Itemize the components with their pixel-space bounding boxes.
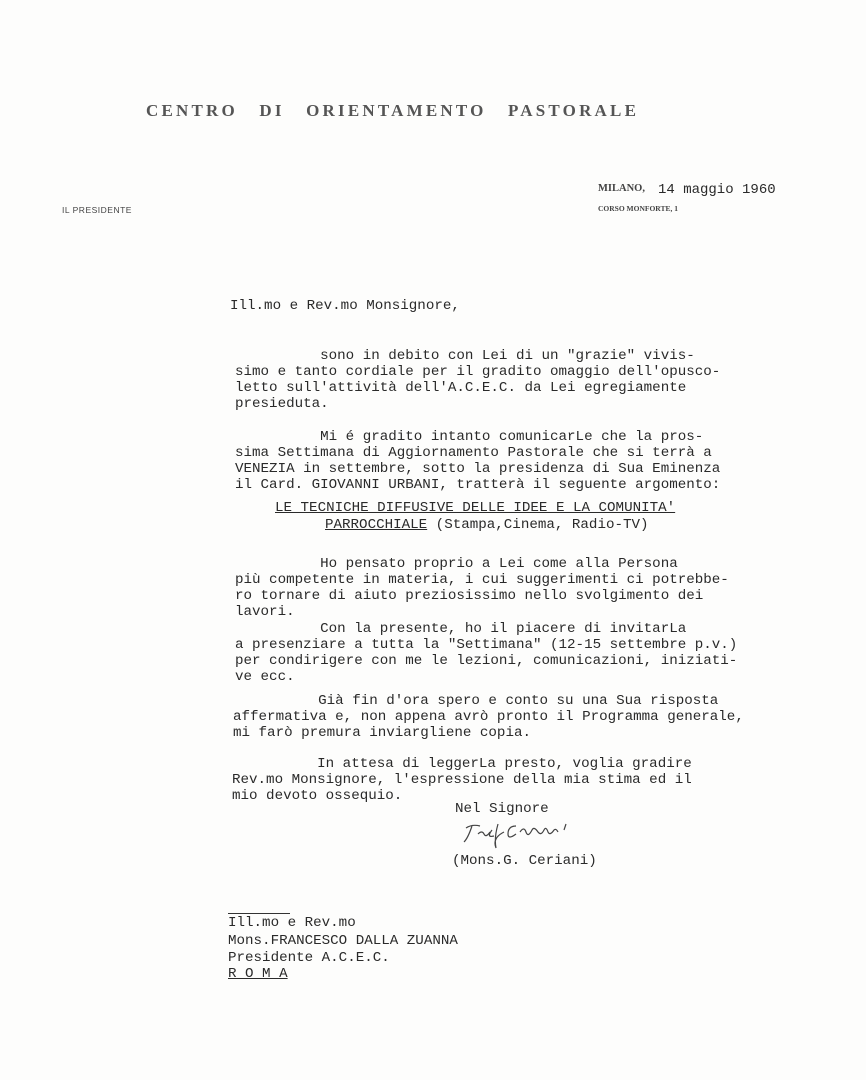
paragraph-3-line: ro tornare di aiuto preziosissimo nello svolgimento dei <box>235 588 704 604</box>
paragraph-1-line: simo e tanto cordiale per il gradito omaggio dell'opusco- <box>235 364 721 380</box>
letterhead-city: MILANO, <box>598 183 645 194</box>
paragraph-4-line: ve ecc. <box>235 669 295 685</box>
paragraph-3-line: più competente in materia, i cui suggerimenti ci potrebbe- <box>235 572 729 588</box>
paragraph-3-line: lavori. <box>235 604 295 620</box>
paragraph-1-line: letto sull'attività dell'A.C.E.C. da Lei egregiamente <box>235 380 687 396</box>
subject-media: (Stampa,Cinema, Radio-TV) <box>427 517 649 533</box>
paragraph-2-line: sima Settimana di Aggiornamento Pastorale che si terrà a <box>235 445 712 461</box>
paragraph-5-line: affermativa e, non appena avrò pronto il Programma generale, <box>233 709 744 725</box>
letter-date: 14 maggio 1960 <box>658 182 776 198</box>
paragraph-4-line: per condirigere con me le lezioni, comunicazioni, iniziati- <box>235 653 738 669</box>
addressee-line: Presidente A.C.E.C. <box>228 950 390 966</box>
paragraph-6-line: Rev.mo Monsignore, l'espressione della mia stima ed il <box>232 772 692 788</box>
subject-line-2 <box>325 517 649 533</box>
paragraph-1-line: presieduta. <box>235 396 329 412</box>
addressee-line: Mons.FRANCESCO DALLA ZUANNA <box>228 933 458 949</box>
paragraph-2-line: Mi é gradito intanto comunicarLe che la pros- <box>235 429 704 445</box>
addressee-line: Ill.mo e Rev.mo <box>228 915 356 931</box>
addressee-city: R O M A <box>228 966 288 982</box>
paragraph-4-line: a presenziare a tutta la "Settimana" (12-15 settembre p.v.) <box>235 637 738 653</box>
closing-line: Nel Signore <box>455 801 549 817</box>
letterhead-address: CORSO MONFORTE, 1 <box>598 204 678 213</box>
paragraph-6-line: mio devoto ossequio. <box>232 788 403 804</box>
paragraph-3-line: Ho pensato proprio a Lei come alla Persona <box>235 556 678 572</box>
handwritten-signature <box>458 818 608 852</box>
paragraph-4-line: Con la presente, ho il piacere di invitarLa <box>235 621 687 637</box>
letterhead-role: IL PRESIDENTE <box>62 205 132 215</box>
paragraph-1-line: sono in debito con Lei di un "grazie" vivis- <box>235 348 695 364</box>
salutation: Ill.mo e Rev.mo Monsignore, <box>230 298 460 314</box>
divider <box>228 913 290 914</box>
paragraph-5-line: Già fin d'ora spero e conto su una Sua risposta <box>233 693 719 709</box>
letterhead-title: CENTRO DI ORIENTAMENTO PASTORALE <box>146 101 640 120</box>
subject-line-1: LE TECNICHE DIFFUSIVE DELLE IDEE E LA COMUNITA' <box>275 500 676 516</box>
paragraph-5-line: mi farò premura inviargliene copia. <box>233 725 531 741</box>
subject-parish: PARROCCHIALE <box>325 517 428 533</box>
paragraph-6-line: In attesa di leggerLa presto, voglia gradire <box>232 756 692 772</box>
signer-name: (Mons.G. Ceriani) <box>452 853 597 869</box>
paragraph-2-line: VENEZIA in settembre, sotto la presidenza di Sua Eminenza <box>235 461 721 477</box>
paragraph-2-line: il Card. GIOVANNI URBANI, tratterà il seguente argomento: <box>235 477 721 493</box>
